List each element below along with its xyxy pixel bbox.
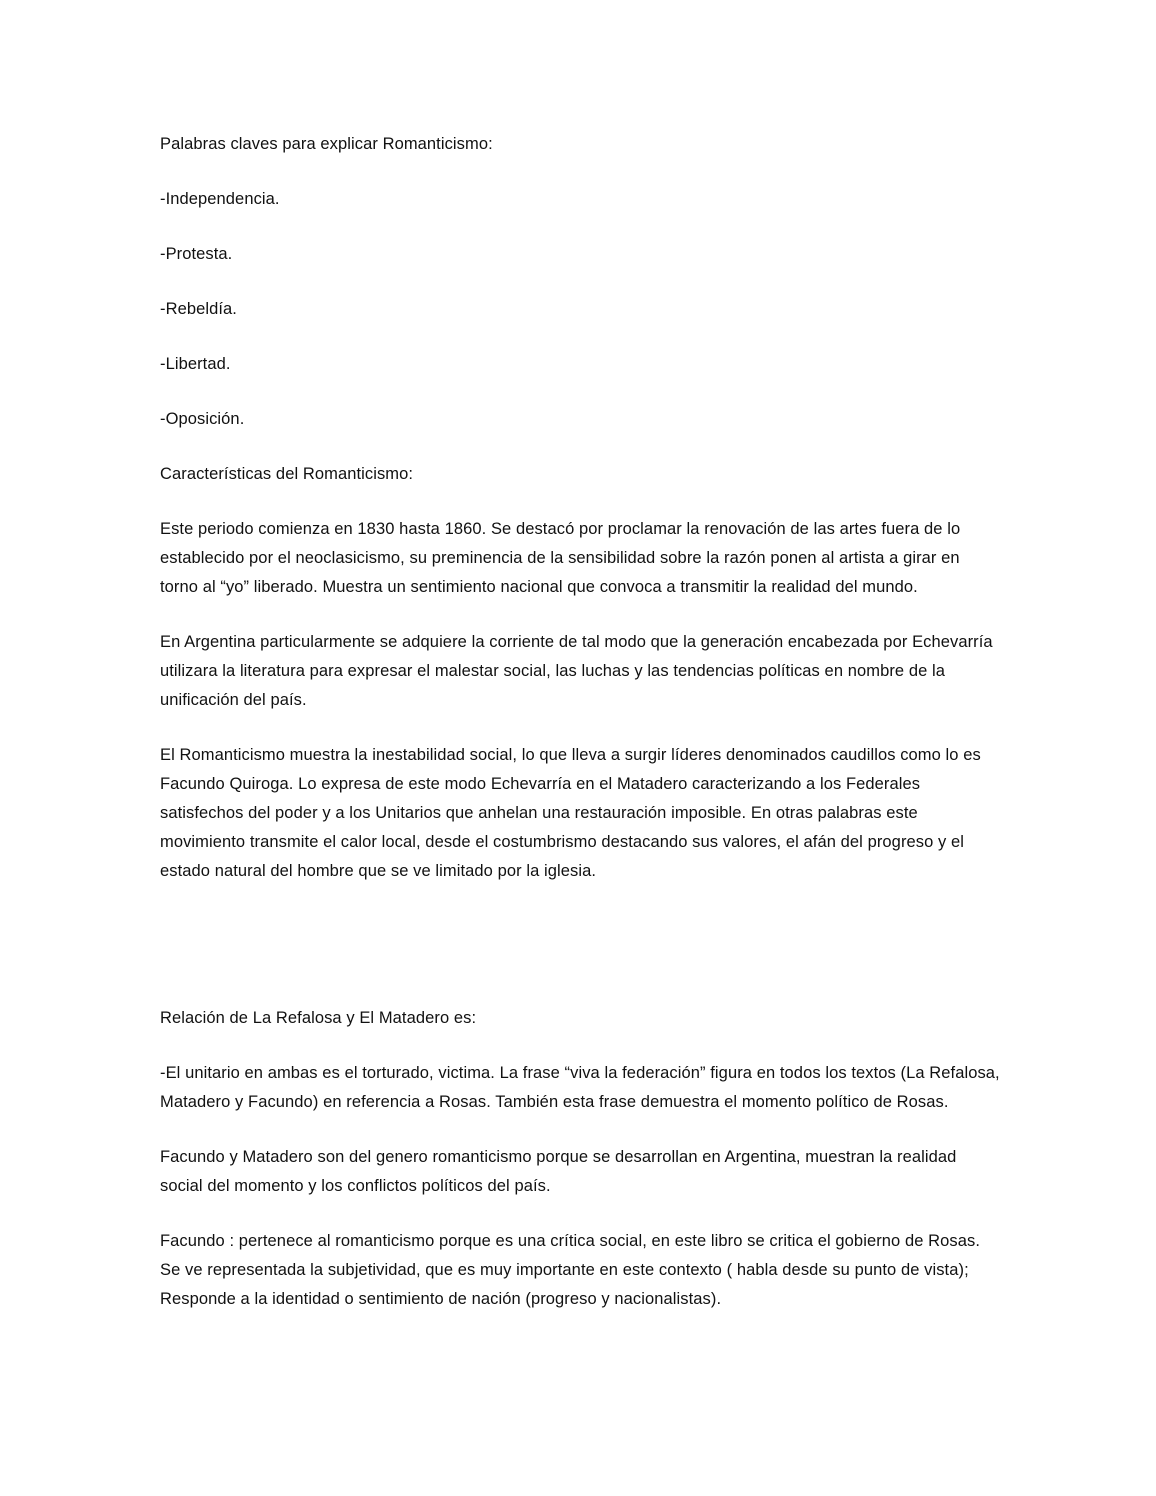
keywords-heading: Palabras claves para explicar Romanticismo: (160, 135, 493, 153)
paragraph-argentina: En Argentina particularmente se adquiere la corriente de tal modo que la generación encabezada por Echevarría utilizara la literatura para expresar el malestar social, las luchas y las tendencias políticas en nombre de la unificación del país. (160, 633, 993, 709)
paragraph-facundo-matadero: Facundo y Matadero son del genero romanticismo porque se desarrollan en Argentina, muestran la realidad social del momento y los conflictos políticos del país. (160, 1148, 957, 1195)
keyword-item-oposicion: -Oposición. (160, 410, 245, 428)
keyword-item-libertad: -Libertad. (160, 355, 231, 373)
characteristics-heading: Características del Romanticismo: (160, 465, 414, 483)
keyword-item-independencia: -Independencia. (160, 190, 280, 208)
section-spacer (160, 912, 1000, 1004)
paragraph-facundo-critica: Facundo : pertenece al romanticismo porque es una crítica social, en este libro se critica el gobierno de Rosas. Se ve representada la subjetividad, que es muy importante en este contexto ( habla desde su punto de vista); Responde a la identidad o sentimiento de nación (progreso y nacionalistas). (160, 1232, 980, 1308)
document-body (160, 130, 1000, 1314)
keyword-item-rebeldia: -Rebeldía. (160, 300, 237, 318)
paragraph-periodo: Este periodo comienza en 1830 hasta 1860. Se destacó por proclamar la renovación de las artes fuera de lo establecido por el neoclasicismo, su preminencia de la sensibilidad sobre la razón ponen al artista a girar en torno al “yo” liberado. Muestra un sentimiento nacional que convoca a transmitir la realidad del mundo. (160, 520, 961, 596)
keyword-item-protesta: -Protesta. (160, 245, 233, 263)
relation-heading: Relación de La Refalosa y El Matadero es: (160, 1009, 477, 1027)
paragraph-unitario: -El unitario en ambas es el torturado, victima. La frase “viva la federación” figura en todos los textos (La Refalosa, Matadero y Facundo) en referencia a Rosas. También esta frase demuestra el momento político de Rosas. (160, 1064, 1000, 1111)
paragraph-romanticismo-inestabilidad: El Romanticismo muestra la inestabilidad social, lo que lleva a surgir líderes denominados caudillos como lo es Facundo Quiroga. Lo expresa de este modo Echevarría en el Matadero caracterizando a los Federales satisfechos del poder y a los Unitarios que anhelan una restauración imposible. En otras palabras este movimiento transmite el calor local, desde el costumbrismo destacando sus valores, el afán del progreso y el estado natural del hombre que se ve limitado por la iglesia. (160, 746, 981, 880)
